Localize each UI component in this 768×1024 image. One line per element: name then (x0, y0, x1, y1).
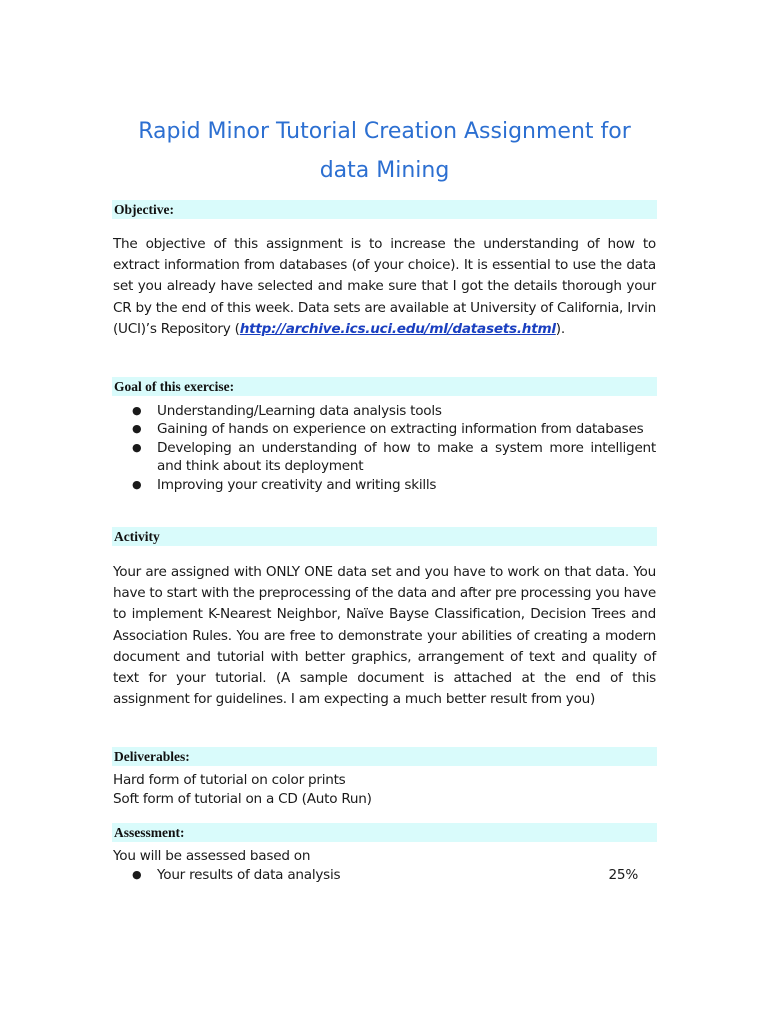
list-item-text: Improving your creativity and writing skills (157, 476, 437, 493)
section-heading-goal: Goal of this exercise: (112, 377, 657, 396)
assessment-intro: You will be assessed based on (113, 848, 311, 864)
deliverable-line: Hard form of tutorial on color prints (113, 772, 346, 788)
section-heading-assessment: Assessment: (112, 823, 657, 842)
objective-text-end: ). (555, 320, 565, 337)
list-item (113, 866, 656, 884)
section-heading-deliverables: Deliverables: (112, 747, 657, 766)
bullet-icon: ● (132, 440, 142, 454)
assessment-list (113, 866, 656, 884)
list-item (113, 402, 656, 420)
objective-text: The objective of this assignment is to increase the understanding of how to extract information from databases (of your choice). It is essential to use the data set you already have selected and make sure that I got the details thorough your CR by the end of this week. Data sets are available at University of California, Irvin (UCI)’s Repository ( (113, 236, 656, 337)
list-item (113, 420, 656, 438)
list-item (113, 439, 656, 476)
goal-list (113, 402, 656, 494)
assessment-criterion: Your results of data analysis (157, 867, 341, 883)
deliverables-block (113, 771, 656, 808)
assessment-weight: 25% (608, 867, 638, 883)
bullet-icon: ● (132, 404, 142, 417)
bullet-icon: ● (132, 868, 142, 881)
document-title (112, 112, 657, 190)
section-heading-objective: Objective: (112, 200, 657, 219)
section-heading-activity: Activity (112, 527, 657, 546)
bullet-icon: ● (132, 422, 142, 436)
objective-paragraph (113, 234, 656, 340)
title-line-1: Rapid Minor Tutorial Creation Assignment for (138, 119, 631, 144)
activity-paragraph: Your are assigned with ONLY ONE data set and you have to work on that data. You have to start with the preprocessing of the data and after pre processing you have to implement K-Nearest Neighbor, Naïve Bayse Classification, Decision Trees and Association Rules. You are free to demonstrate your abilities of creating a modern document and tutorial with better graphics, arrangement of text and quality of text for your tutorial. (A sample document is attached at the end of this assignment for guidelines. I am expecting a much better result from you) (113, 564, 656, 708)
list-item (113, 476, 656, 494)
bullet-icon: ● (132, 477, 142, 491)
deliverable-line: Soft form of tutorial on a CD (Auto Run) (113, 790, 372, 807)
list-item-text: Understanding/Learning data analysis tools (157, 403, 442, 419)
repository-link[interactable]: http://archive.ics.uci.edu/ml/datasets.html (239, 320, 556, 337)
list-item-text: Gaining of hands on experience on extracting information from databases (157, 421, 644, 438)
list-item-text: Developing an understanding of how to make a system more intelligent and think about its deployment (157, 439, 656, 475)
title-line-2: data Mining (319, 158, 450, 183)
